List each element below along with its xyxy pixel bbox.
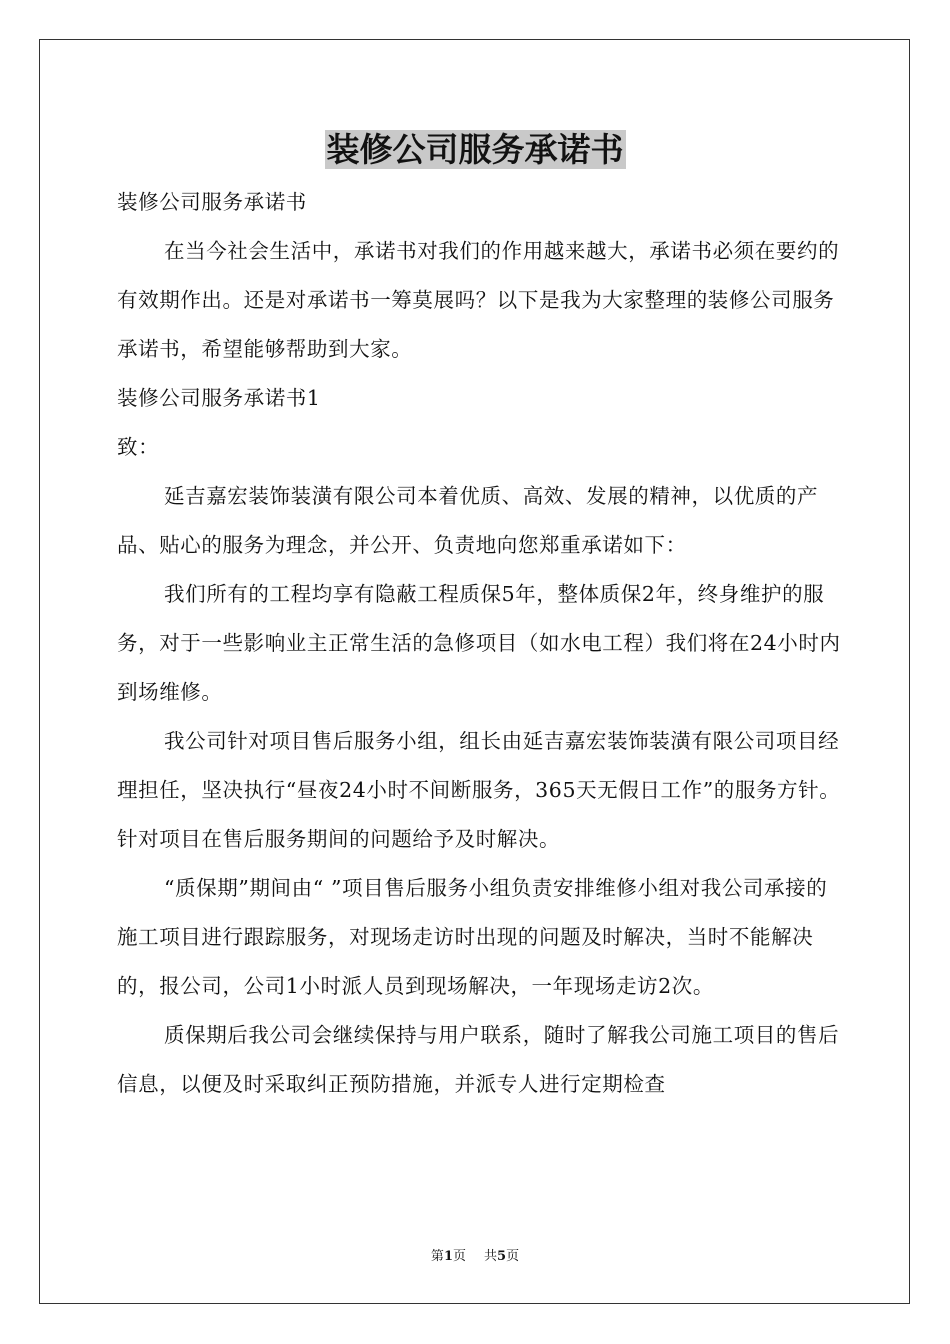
body-paragraph-3: 我公司针对项目售后服务小组，组长由延吉嘉宏装饰装潢有限公司项目经理担任，坚决执行“昼夜24小时不间断服务，365天无假日工作”的服务方针。针对项目在售后服务期间的问题给予及时解决。 bbox=[117, 729, 841, 851]
page-number-suffix: 页 bbox=[452, 1249, 466, 1264]
body-paragraph-2: 我们所有的工程均享有隐蔽工程质保5年，整体质保2年，终身维护的服务，对于一些影响业主正常生活的急修项目（如水电工程）我们将在24小时内到场维修。 bbox=[117, 582, 841, 704]
page-number-prefix: 第 bbox=[430, 1249, 444, 1264]
page-total-prefix: 共 bbox=[484, 1249, 498, 1264]
page-footer bbox=[0, 1248, 950, 1266]
body-paragraph-1: 延吉嘉宏装饰装潢有限公司本着优质、高效、发展的精神，以优质的产品、贴心的服务为理念，并公开、负责地向您郑重承诺如下： bbox=[117, 484, 819, 557]
document-subtitle: 装修公司服务承诺书 bbox=[117, 190, 307, 214]
page-total-suffix: 页 bbox=[506, 1249, 520, 1264]
page-total-count: 5 bbox=[497, 1249, 507, 1264]
document-body bbox=[117, 178, 847, 1109]
body-paragraph-5: 质保期后我公司会继续保持与用户联系，随时了解我公司施工项目的售后信息，以便及时采取纠正预防措施，并派专人进行定期检查 bbox=[117, 1023, 840, 1096]
document-title-text: 装修公司服务承诺书 bbox=[326, 130, 624, 169]
intro-paragraph: 在当今社会生活中，承诺书对我们的作用越来越大，承诺书必须在要约的有效期作出。还是对承诺书一筹莫展吗？以下是我为大家整理的装修公司服务承诺书，希望能够帮助到大家。 bbox=[117, 239, 840, 361]
body-paragraph-4: “质保期”期间由“ ”项目售后服务小组负责安排维修小组对我公司承接的施工项目进行跟踪服务，对现场走访时出现的问题及时解决，当时不能解决的，报公司，公司1小时派人员到现场解决，一年现场走访2次。 bbox=[117, 876, 828, 998]
document-title bbox=[0, 128, 950, 172]
section-heading: 装修公司服务承诺书1 bbox=[117, 386, 321, 410]
salutation: 致： bbox=[117, 435, 160, 459]
page-number-current: 1 bbox=[443, 1249, 453, 1264]
